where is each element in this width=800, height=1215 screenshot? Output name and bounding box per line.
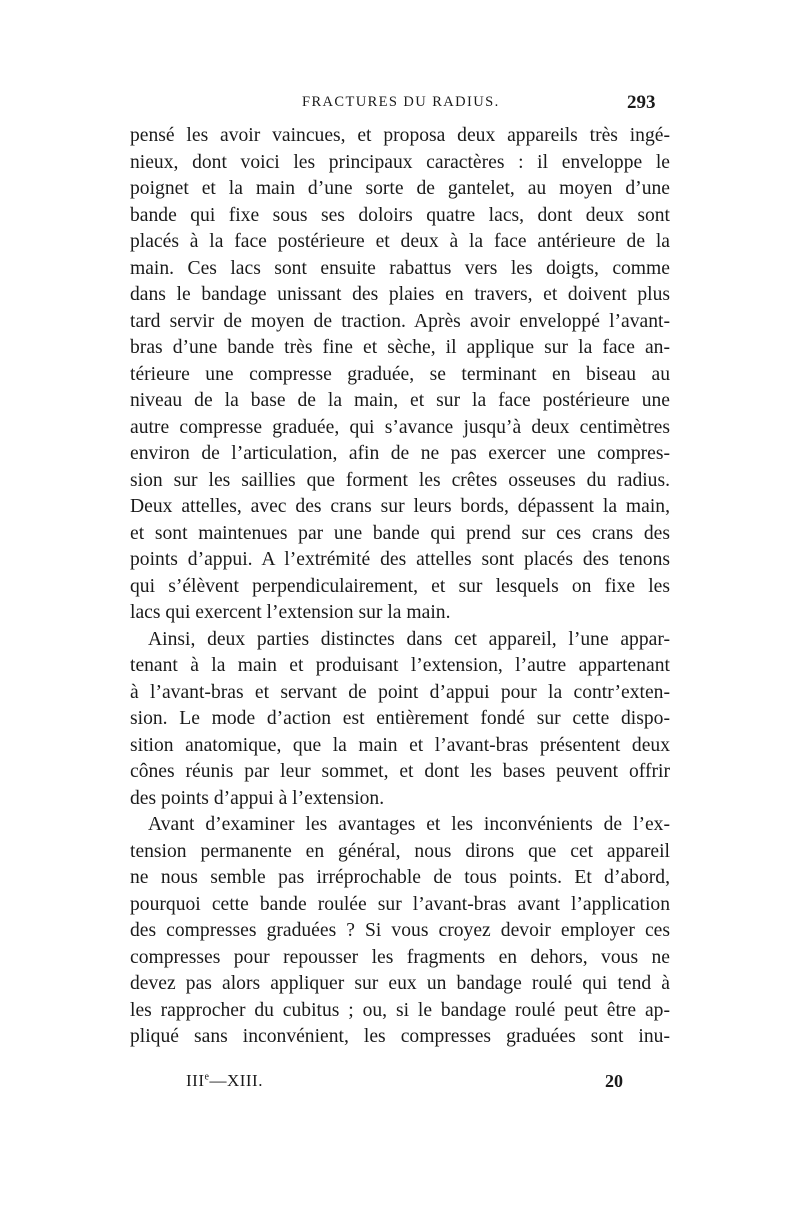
signature-row	[0, 1071, 800, 1101]
text-line: des points d’appui à l’extension.	[130, 787, 385, 809]
text-line: tension permanente en général, nous dirons que cet appareil	[130, 840, 670, 862]
text-line: cônes réunis par leur sommet, et dont les bases peuvent offrir	[130, 761, 670, 782]
text-line: des compresses graduées ? Si vous croyez devoir employer ces	[130, 920, 670, 941]
text-line: sition anatomique, que la main et l’avant-bras présentent deux	[130, 734, 670, 756]
text-line: points d’appui. A l’extrémité des attelles sont placés des tenons	[130, 549, 670, 570]
text-line: les rapprocher du cubitus ; ou, si le bandage roulé peut être ap-	[130, 999, 670, 1021]
text-line: devez pas alors appliquer sur eux un bandage roulé qui tend à	[130, 973, 670, 994]
running-head	[0, 94, 800, 118]
text-line: environ de l’articulation, afin de ne pas exercer une compres-	[130, 443, 670, 464]
signature-rest: —XIII.	[209, 1071, 263, 1090]
text-line: pensé les avoir vaincues, et proposa deux appareils très ingé-	[130, 125, 670, 146]
text-line: pourquoi cette bande roulée sur l’avant-bras avant l’application	[130, 893, 670, 915]
text-line: main. Ces lacs sont ensuite rabattus vers les doigts, comme	[130, 257, 670, 279]
text-line: Avant d’examiner les avantages et les inconvénients de l’ex-	[148, 814, 670, 835]
text-line: dans le bandage unissant des plaies en travers, et doivent plus	[130, 284, 670, 305]
text-line: tenant à la main et produisant l’extension, l’autre appartenant	[130, 655, 670, 676]
text-line: qui s’élèvent perpendiculairement, et sur lesquels on fixe les	[130, 575, 670, 597]
signature-number: 20	[605, 1071, 623, 1091]
printer-signature	[186, 1071, 263, 1091]
text-line: nieux, dont voici les principaux caractères : il enveloppe le	[130, 151, 670, 173]
text-line: lacs qui exercent l’extension sur la main.	[130, 602, 451, 623]
signature-main: III	[186, 1071, 205, 1090]
page-number: 293	[627, 92, 656, 113]
text-line: térieure une compresse graduée, se terminant en biseau au	[130, 363, 670, 385]
text-line: tard servir de moyen de traction. Après avoir enveloppé l’avant-	[130, 310, 670, 332]
text-line: à l’avant-bras et servant de point d’appui pour la contr’exten-	[130, 681, 670, 703]
text-line: sion. Le mode d’action est entièrement fondé sur cette dispo-	[130, 708, 670, 729]
body-text	[130, 123, 670, 1051]
text-line: ne nous semble pas irréprochable de tous points. Et d’abord,	[130, 867, 670, 888]
text-line: placés à la face postérieure et deux à la face antérieure de la	[130, 231, 670, 252]
text-line: Ainsi, deux parties distinctes dans cet appareil, l’une appar-	[148, 628, 670, 650]
text-line: compresses pour repousser les fragments en dehors, vous ne	[130, 946, 670, 968]
running-title: FRACTURES DU RADIUS.	[302, 94, 500, 110]
signature-superscript: e	[204, 1071, 210, 1083]
text-line: poignet et la main d’une sorte de gantelet, au moyen d’une	[130, 178, 670, 199]
text-line: Deux attelles, avec des crans sur leurs bords, dépassent la main,	[130, 496, 670, 517]
text-line: pliqué sans inconvénient, les compresses graduées sont inu-	[130, 1026, 670, 1047]
text-line: autre compresse graduée, qui s’avance jusqu’à deux centimètres	[130, 416, 670, 438]
text-line: bande qui fixe sous ses doloirs quatre lacs, dont deux sont	[130, 204, 670, 226]
text-line: niveau de la base de la main, et sur la face postérieure une	[130, 390, 670, 411]
text-line: et sont maintenues par une bande qui prend sur ces crans des	[130, 522, 670, 544]
text-line: sion sur les saillies que forment les crêtes osseuses du radius.	[130, 469, 670, 491]
text-line: bras d’une bande très fine et sèche, il applique sur la face an-	[130, 337, 670, 358]
